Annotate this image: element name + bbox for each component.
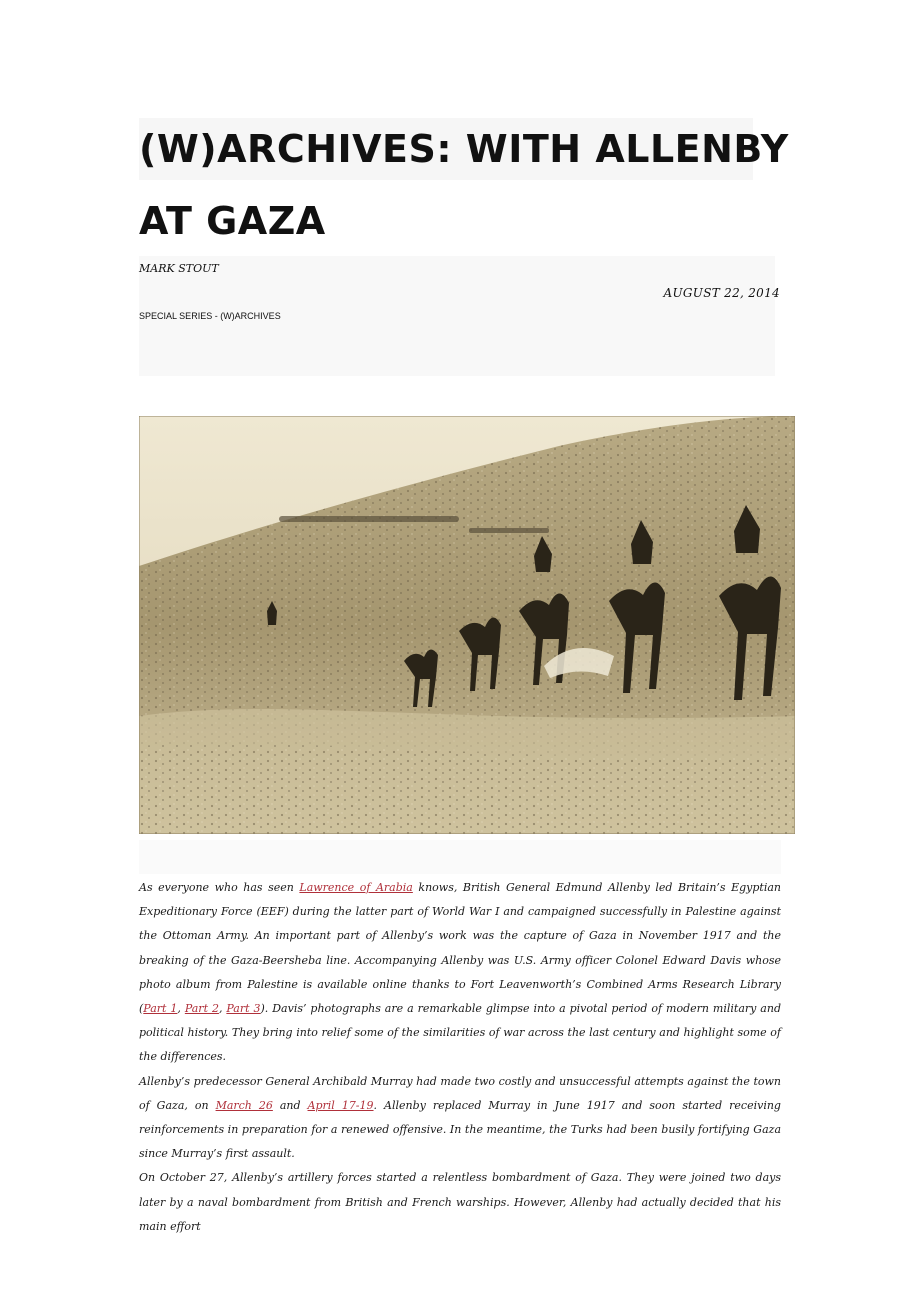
article-title-line-1: (W)ARCHIVES: WITH ALLENBY	[139, 118, 753, 180]
separator: ,	[218, 1002, 227, 1016]
paragraph-text: ). Davis’ photographs are a remarkable glimpse into a pivotal period of modern military and political history. They bring into relief some of the similarities of war across the last century and highlight some of the differences.	[139, 1002, 781, 1064]
separator: ,	[177, 1002, 185, 1016]
link-part-3[interactable]: Part 3	[226, 1002, 261, 1016]
link-part-2[interactable]: Part 2	[184, 1002, 219, 1016]
paragraph: On October 27, Allenby’s artillery forces started a relentless bombardment of Gaza. They were joined two days later by a naval bombardment from British and French warships. However, Allenby had actually decided that his main effort	[139, 1171, 781, 1233]
camel-caravan-photo-icon	[139, 416, 795, 834]
camel-caravan-photo	[139, 416, 795, 834]
paragraph	[139, 876, 781, 1070]
paragraph-text: . Allenby replaced Murray in June 1917 and soon started receiving reinforcements in preparation for a renewed offensive. In the meantime, the Turks had been busily fortifying Gaza since Murray’s first assault.	[139, 1098, 781, 1161]
link-part-1[interactable]: Part 1	[143, 1002, 178, 1016]
paragraph-text: and	[272, 1098, 308, 1112]
author-name[interactable]: MARK STOUT	[139, 262, 219, 275]
paragraph-text: Allenby’s predecessor General Archibald Murray had made two costly and unsuccessful attempts against the town of Gaza, on	[139, 1074, 781, 1112]
publish-date: AUGUST 22, 2014	[663, 286, 780, 300]
link-april-17-19[interactable]: April 17-19	[307, 1098, 374, 1112]
paragraph-text: As everyone who has seen	[139, 881, 300, 894]
article-body	[139, 876, 781, 1239]
paragraph-text: knows, British General Edmund Allenby led Britain’s Egyptian Expeditionary Force (EEF) during the latter part of World War I and campaigned successfully in Palestine against the Ottoman Army. An important part of Allenby’s work was the capture of Gaza in November 1917 and the breaking of the Gaza-Beersheba line. Accompanying Allenby was U.S. Army officer Colonel Edward Davis whose photo album from Palestine is available online thanks to Fort Leavenworth’s Combined Arms Research Library (	[139, 881, 781, 1016]
paragraph	[139, 1070, 781, 1167]
series-tag[interactable]: SPECIAL SERIES - (W)ARCHIVES	[139, 311, 281, 321]
link-lawrence-of-arabia[interactable]: Lawrence of Arabia	[299, 881, 413, 894]
article-title-line-2: AT GAZA	[139, 199, 326, 243]
link-march-26[interactable]: March 26	[215, 1098, 273, 1112]
photo-caption-area	[139, 840, 781, 874]
